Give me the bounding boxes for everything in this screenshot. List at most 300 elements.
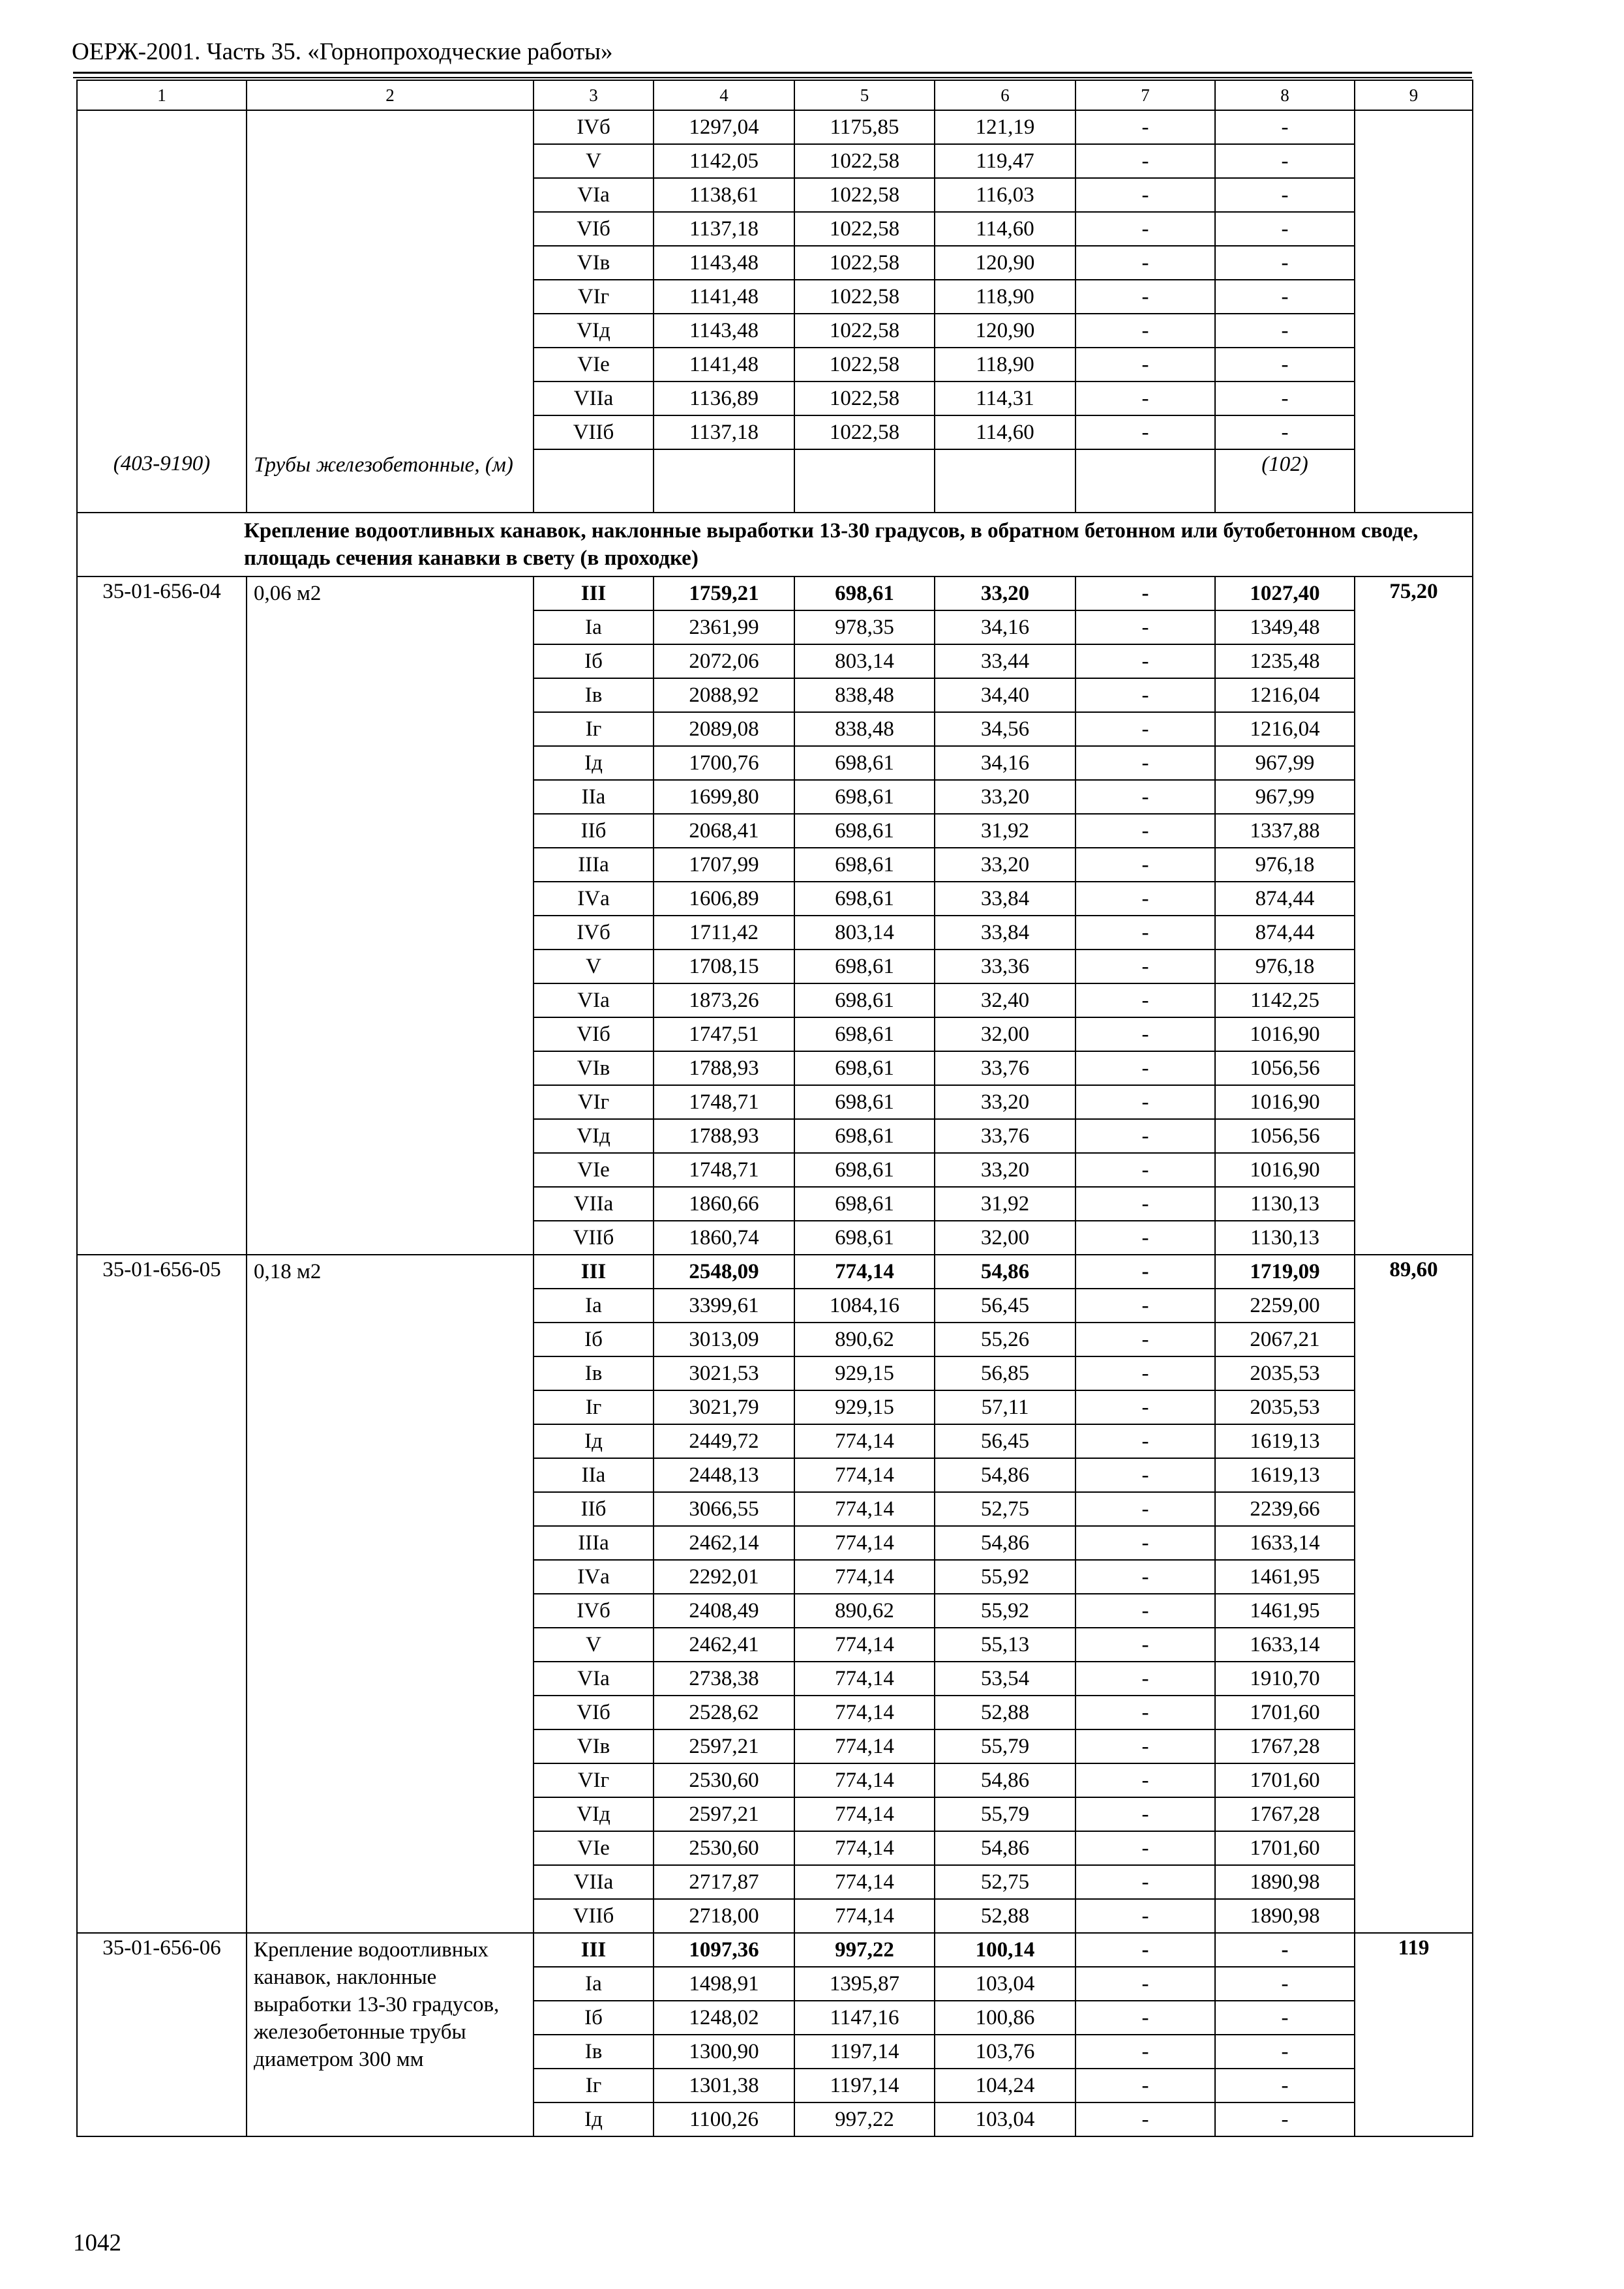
column-number: 7 bbox=[1075, 80, 1215, 110]
value-cell: 774,14 bbox=[794, 1560, 935, 1594]
value-cell: 890,62 bbox=[794, 1323, 935, 1356]
value-cell: 119,47 bbox=[935, 144, 1075, 178]
zone-cell: VIв bbox=[534, 1729, 654, 1763]
zone-cell: Iг bbox=[534, 712, 654, 746]
value-cell: 55,26 bbox=[935, 1323, 1075, 1356]
name-cell-empty bbox=[247, 110, 534, 449]
value-cell: 2462,14 bbox=[654, 1526, 794, 1560]
value-cell: 55,92 bbox=[935, 1594, 1075, 1628]
empty-cell bbox=[654, 449, 794, 513]
value-cell: 698,61 bbox=[794, 780, 935, 814]
value-cell: 103,76 bbox=[935, 2035, 1075, 2069]
value-cell: - bbox=[1075, 644, 1215, 678]
value-cell: - bbox=[1215, 2102, 1355, 2136]
value-cell: - bbox=[1215, 212, 1355, 246]
value-cell: 1301,38 bbox=[654, 2069, 794, 2102]
value-cell: - bbox=[1075, 1085, 1215, 1119]
value-cell: - bbox=[1215, 2069, 1355, 2102]
value-cell: 774,14 bbox=[794, 1831, 935, 1865]
zone-cell: Iг bbox=[534, 2069, 654, 2102]
value-cell: 1141,48 bbox=[654, 280, 794, 314]
value-cell: - bbox=[1075, 1967, 1215, 2001]
value-cell: 1788,93 bbox=[654, 1119, 794, 1153]
zone-cell: Iв bbox=[534, 2035, 654, 2069]
value-cell: - bbox=[1075, 110, 1215, 144]
value-cell: 698,61 bbox=[794, 1221, 935, 1255]
value-cell: 874,44 bbox=[1215, 916, 1355, 950]
value-cell: 1197,14 bbox=[794, 2035, 935, 2069]
value-cell: 1300,90 bbox=[654, 2035, 794, 2069]
zone-cell: III bbox=[534, 1933, 654, 1967]
value-cell: 1130,13 bbox=[1215, 1187, 1355, 1221]
value-cell: 1016,90 bbox=[1215, 1153, 1355, 1187]
zone-cell: VIб bbox=[534, 1696, 654, 1729]
value-cell: 34,56 bbox=[935, 712, 1075, 746]
value-cell: - bbox=[1075, 1526, 1215, 1560]
value-cell: 1216,04 bbox=[1215, 712, 1355, 746]
value-cell: 1175,85 bbox=[794, 110, 935, 144]
value-cell: - bbox=[1075, 746, 1215, 780]
value-cell: 2088,92 bbox=[654, 678, 794, 712]
value-cell: - bbox=[1215, 2035, 1355, 2069]
value-cell: - bbox=[1075, 678, 1215, 712]
rate-name: 0,18 м2 bbox=[247, 1255, 534, 1933]
resource-qty: (102) bbox=[1215, 449, 1355, 513]
zone-cell: Iд bbox=[534, 746, 654, 780]
value-cell: 1027,40 bbox=[1215, 576, 1355, 610]
value-cell: 774,14 bbox=[794, 1797, 935, 1831]
value-cell: - bbox=[1075, 415, 1215, 449]
zone-cell: VIIб bbox=[534, 1899, 654, 1933]
zone-cell: VIIа bbox=[534, 382, 654, 415]
value-cell: 1708,15 bbox=[654, 950, 794, 983]
zone-cell: IIб bbox=[534, 1492, 654, 1526]
value-cell: 1498,91 bbox=[654, 1967, 794, 2001]
value-cell: 1016,90 bbox=[1215, 1085, 1355, 1119]
zone-cell: Iв bbox=[534, 678, 654, 712]
value-cell: 1711,42 bbox=[654, 916, 794, 950]
zone-cell: IIб bbox=[534, 814, 654, 848]
col9-cell-empty bbox=[1355, 110, 1473, 513]
table-row bbox=[77, 110, 1473, 144]
zone-cell: VIг bbox=[534, 280, 654, 314]
value-cell: 698,61 bbox=[794, 1051, 935, 1085]
value-cell: - bbox=[1075, 576, 1215, 610]
value-cell: - bbox=[1215, 110, 1355, 144]
value-cell: 1056,56 bbox=[1215, 1051, 1355, 1085]
value-cell: 2408,49 bbox=[654, 1594, 794, 1628]
value-cell: 33,36 bbox=[935, 950, 1075, 983]
col9-value: 89,60 bbox=[1355, 1255, 1473, 1933]
value-cell: 54,86 bbox=[935, 1526, 1075, 1560]
value-cell: - bbox=[1075, 1696, 1215, 1729]
value-cell: 997,22 bbox=[794, 2102, 935, 2136]
value-cell: 103,04 bbox=[935, 2102, 1075, 2136]
value-cell: 967,99 bbox=[1215, 746, 1355, 780]
value-cell: 118,90 bbox=[935, 348, 1075, 382]
zone-cell: Iб bbox=[534, 1323, 654, 1356]
value-cell: 929,15 bbox=[794, 1356, 935, 1390]
value-cell: 1747,51 bbox=[654, 1017, 794, 1051]
section-title: Крепление водоотливных канавок, наклонные выработки 13-30 градусов, в обратном бетонном или бутобетонном своде, площадь сечения канавки в свету (в проходке) bbox=[77, 513, 1473, 576]
value-cell: 54,86 bbox=[935, 1458, 1075, 1492]
zone-cell: VIIа bbox=[534, 1187, 654, 1221]
value-cell: - bbox=[1075, 1492, 1215, 1526]
value-cell: 33,76 bbox=[935, 1119, 1075, 1153]
zone-cell: VIа bbox=[534, 178, 654, 212]
value-cell: 1619,13 bbox=[1215, 1424, 1355, 1458]
rate-code: 35-01-656-04 bbox=[77, 576, 247, 1255]
zone-cell: VIб bbox=[534, 1017, 654, 1051]
value-cell: 114,60 bbox=[935, 212, 1075, 246]
value-cell: - bbox=[1075, 144, 1215, 178]
value-cell: 1395,87 bbox=[794, 1967, 935, 2001]
value-cell: 1022,58 bbox=[794, 280, 935, 314]
value-cell: - bbox=[1215, 1967, 1355, 2001]
zone-cell: Iб bbox=[534, 644, 654, 678]
value-cell: - bbox=[1075, 1933, 1215, 1967]
value-cell: 1606,89 bbox=[654, 882, 794, 916]
column-number: 6 bbox=[935, 80, 1075, 110]
value-cell: 33,20 bbox=[935, 576, 1075, 610]
value-cell: 1748,71 bbox=[654, 1153, 794, 1187]
value-cell: - bbox=[1215, 2001, 1355, 2035]
value-cell: 1349,48 bbox=[1215, 610, 1355, 644]
value-cell: 56,45 bbox=[935, 1289, 1075, 1323]
value-cell: 1297,04 bbox=[654, 110, 794, 144]
value-cell: 698,61 bbox=[794, 1017, 935, 1051]
zone-cell: Iа bbox=[534, 1967, 654, 2001]
zone-cell: VIд bbox=[534, 1797, 654, 1831]
value-cell: 1136,89 bbox=[654, 382, 794, 415]
value-cell: 33,20 bbox=[935, 780, 1075, 814]
value-cell: - bbox=[1075, 814, 1215, 848]
rate-code: 35-01-656-05 bbox=[77, 1255, 247, 1933]
value-cell: 774,14 bbox=[794, 1526, 935, 1560]
value-cell: - bbox=[1075, 1289, 1215, 1323]
value-cell: - bbox=[1075, 2069, 1215, 2102]
table-body bbox=[77, 80, 1473, 2136]
value-cell: 1143,48 bbox=[654, 314, 794, 348]
zone-cell: VIв bbox=[534, 1051, 654, 1085]
value-cell: 1022,58 bbox=[794, 144, 935, 178]
value-cell: 2717,87 bbox=[654, 1865, 794, 1899]
column-number: 2 bbox=[247, 80, 534, 110]
zone-cell: IVб bbox=[534, 110, 654, 144]
zone-cell: VIе bbox=[534, 348, 654, 382]
value-cell: 1748,71 bbox=[654, 1085, 794, 1119]
price-table bbox=[76, 80, 1473, 2137]
value-cell: - bbox=[1075, 314, 1215, 348]
value-cell: 55,13 bbox=[935, 1628, 1075, 1662]
value-cell: 976,18 bbox=[1215, 848, 1355, 882]
value-cell: 774,14 bbox=[794, 1729, 935, 1763]
value-cell: - bbox=[1075, 1255, 1215, 1289]
value-cell: 2072,06 bbox=[654, 644, 794, 678]
value-cell: 114,31 bbox=[935, 382, 1075, 415]
value-cell: - bbox=[1075, 1594, 1215, 1628]
value-cell: 698,61 bbox=[794, 983, 935, 1017]
value-cell: 114,60 bbox=[935, 415, 1075, 449]
value-cell: 1701,60 bbox=[1215, 1831, 1355, 1865]
header-rule-thin bbox=[73, 77, 1472, 78]
value-cell: 34,16 bbox=[935, 610, 1075, 644]
col9-value: 75,20 bbox=[1355, 576, 1473, 1255]
code-cell-empty bbox=[77, 110, 247, 449]
empty-cell bbox=[534, 449, 654, 513]
column-number: 3 bbox=[534, 80, 654, 110]
value-cell: 698,61 bbox=[794, 848, 935, 882]
value-cell: 1700,76 bbox=[654, 746, 794, 780]
value-cell: 34,40 bbox=[935, 678, 1075, 712]
value-cell: 100,14 bbox=[935, 1933, 1075, 1967]
resource-name: Трубы железобетонные, (м) bbox=[247, 449, 534, 513]
value-cell: - bbox=[1075, 1763, 1215, 1797]
value-cell: 967,99 bbox=[1215, 780, 1355, 814]
value-cell: - bbox=[1075, 848, 1215, 882]
value-cell: 56,85 bbox=[935, 1356, 1075, 1390]
empty-cell bbox=[1075, 449, 1215, 513]
zone-cell: VIIб bbox=[534, 415, 654, 449]
value-cell: 1022,58 bbox=[794, 348, 935, 382]
value-cell: 1873,26 bbox=[654, 983, 794, 1017]
value-cell: 2449,72 bbox=[654, 1424, 794, 1458]
zone-cell: V bbox=[534, 1628, 654, 1662]
value-cell: 774,14 bbox=[794, 1424, 935, 1458]
value-cell: - bbox=[1075, 1458, 1215, 1492]
value-cell: 2548,09 bbox=[654, 1255, 794, 1289]
value-cell: 1142,05 bbox=[654, 144, 794, 178]
value-cell: 1788,93 bbox=[654, 1051, 794, 1085]
value-cell: 698,61 bbox=[794, 1085, 935, 1119]
value-cell: 997,22 bbox=[794, 1933, 935, 1967]
value-cell: - bbox=[1075, 1221, 1215, 1255]
value-cell: 1910,70 bbox=[1215, 1662, 1355, 1696]
zone-cell: III bbox=[534, 1255, 654, 1289]
value-cell: 978,35 bbox=[794, 610, 935, 644]
value-cell: 104,24 bbox=[935, 2069, 1075, 2102]
value-cell: 33,20 bbox=[935, 1153, 1075, 1187]
value-cell: 1767,28 bbox=[1215, 1797, 1355, 1831]
value-cell: 2068,41 bbox=[654, 814, 794, 848]
value-cell: - bbox=[1075, 1662, 1215, 1696]
table-row bbox=[77, 576, 1473, 610]
value-cell: 116,03 bbox=[935, 178, 1075, 212]
value-cell: 57,11 bbox=[935, 1390, 1075, 1424]
value-cell: 774,14 bbox=[794, 1763, 935, 1797]
value-cell: 1719,09 bbox=[1215, 1255, 1355, 1289]
value-cell: 55,79 bbox=[935, 1797, 1075, 1831]
value-cell: - bbox=[1215, 144, 1355, 178]
value-cell: - bbox=[1075, 983, 1215, 1017]
value-cell: 1767,28 bbox=[1215, 1729, 1355, 1763]
value-cell: 698,61 bbox=[794, 1187, 935, 1221]
value-cell: 1022,58 bbox=[794, 178, 935, 212]
value-cell: - bbox=[1075, 1729, 1215, 1763]
value-cell: - bbox=[1075, 2102, 1215, 2136]
value-cell: - bbox=[1075, 1865, 1215, 1899]
value-cell: - bbox=[1075, 212, 1215, 246]
value-cell: 698,61 bbox=[794, 882, 935, 916]
value-cell: - bbox=[1075, 950, 1215, 983]
value-cell: 2361,99 bbox=[654, 610, 794, 644]
value-cell: - bbox=[1075, 916, 1215, 950]
value-cell: - bbox=[1075, 1356, 1215, 1390]
value-cell: 54,86 bbox=[935, 1831, 1075, 1865]
zone-cell: IIа bbox=[534, 780, 654, 814]
value-cell: 121,19 bbox=[935, 110, 1075, 144]
zone-cell: Iг bbox=[534, 1390, 654, 1424]
value-cell: 698,61 bbox=[794, 814, 935, 848]
resource-row bbox=[77, 449, 1473, 513]
value-cell: - bbox=[1075, 1560, 1215, 1594]
value-cell: - bbox=[1075, 280, 1215, 314]
zone-cell: Iа bbox=[534, 610, 654, 644]
zone-cell: VIд bbox=[534, 314, 654, 348]
zone-cell: VIг bbox=[534, 1763, 654, 1797]
value-cell: 803,14 bbox=[794, 916, 935, 950]
value-cell: 120,90 bbox=[935, 314, 1075, 348]
value-cell: 1016,90 bbox=[1215, 1017, 1355, 1051]
page-header-title: ОЕРЖ-2001. Часть 35. «Горнопроходческие работы» bbox=[72, 38, 613, 65]
value-cell: 774,14 bbox=[794, 1899, 935, 1933]
value-cell: 1143,48 bbox=[654, 246, 794, 280]
value-cell: 2462,41 bbox=[654, 1628, 794, 1662]
zone-cell: IIIа bbox=[534, 848, 654, 882]
value-cell: 33,76 bbox=[935, 1051, 1075, 1085]
value-cell: 698,61 bbox=[794, 1153, 935, 1187]
zone-cell: Iа bbox=[534, 1289, 654, 1323]
value-cell: 1759,21 bbox=[654, 576, 794, 610]
value-cell: 1022,58 bbox=[794, 415, 935, 449]
value-cell: 1633,14 bbox=[1215, 1526, 1355, 1560]
value-cell: 1084,16 bbox=[794, 1289, 935, 1323]
value-cell: 1147,16 bbox=[794, 2001, 935, 2035]
table-row bbox=[77, 1255, 1473, 1289]
col9-value: 119 bbox=[1355, 1933, 1473, 2136]
value-cell: 53,54 bbox=[935, 1662, 1075, 1696]
value-cell: 1022,58 bbox=[794, 314, 935, 348]
value-cell: 3399,61 bbox=[654, 1289, 794, 1323]
value-cell: 774,14 bbox=[794, 1662, 935, 1696]
value-cell: 1216,04 bbox=[1215, 678, 1355, 712]
value-cell: 120,90 bbox=[935, 246, 1075, 280]
value-cell: 1860,66 bbox=[654, 1187, 794, 1221]
value-cell: - bbox=[1215, 1933, 1355, 1967]
zone-cell: VIе bbox=[534, 1831, 654, 1865]
value-cell: 1022,58 bbox=[794, 382, 935, 415]
value-cell: 698,61 bbox=[794, 950, 935, 983]
value-cell: 2530,60 bbox=[654, 1763, 794, 1797]
value-cell: 698,61 bbox=[794, 1119, 935, 1153]
value-cell: - bbox=[1215, 178, 1355, 212]
value-cell: 890,62 bbox=[794, 1594, 935, 1628]
value-cell: - bbox=[1075, 348, 1215, 382]
value-cell: 929,15 bbox=[794, 1390, 935, 1424]
value-cell: 1130,13 bbox=[1215, 1221, 1355, 1255]
value-cell: 1619,13 bbox=[1215, 1458, 1355, 1492]
value-cell: 31,92 bbox=[935, 1187, 1075, 1221]
value-cell: - bbox=[1215, 415, 1355, 449]
value-cell: 1056,56 bbox=[1215, 1119, 1355, 1153]
value-cell: 1100,26 bbox=[654, 2102, 794, 2136]
value-cell: 838,48 bbox=[794, 712, 935, 746]
value-cell: - bbox=[1215, 348, 1355, 382]
empty-cell bbox=[794, 449, 935, 513]
zone-cell: IVа bbox=[534, 1560, 654, 1594]
value-cell: 1461,95 bbox=[1215, 1560, 1355, 1594]
empty-cell bbox=[935, 449, 1075, 513]
value-cell: - bbox=[1075, 1323, 1215, 1356]
value-cell: 3013,09 bbox=[654, 1323, 794, 1356]
zone-cell: Iд bbox=[534, 1424, 654, 1458]
value-cell: 1235,48 bbox=[1215, 644, 1355, 678]
value-cell: 1137,18 bbox=[654, 212, 794, 246]
value-cell: 1022,58 bbox=[794, 212, 935, 246]
value-cell: 2067,21 bbox=[1215, 1323, 1355, 1356]
value-cell: 33,20 bbox=[935, 1085, 1075, 1119]
value-cell: - bbox=[1075, 246, 1215, 280]
value-cell: - bbox=[1075, 882, 1215, 916]
value-cell: - bbox=[1075, 712, 1215, 746]
value-cell: 976,18 bbox=[1215, 950, 1355, 983]
value-cell: 2035,53 bbox=[1215, 1356, 1355, 1390]
value-cell: 55,79 bbox=[935, 1729, 1075, 1763]
value-cell: 774,14 bbox=[794, 1255, 935, 1289]
value-cell: - bbox=[1075, 1424, 1215, 1458]
value-cell: - bbox=[1075, 382, 1215, 415]
value-cell: 2035,53 bbox=[1215, 1390, 1355, 1424]
value-cell: 52,88 bbox=[935, 1899, 1075, 1933]
value-cell: 1248,02 bbox=[654, 2001, 794, 2035]
zone-cell: VIг bbox=[534, 1085, 654, 1119]
value-cell: 1707,99 bbox=[654, 848, 794, 882]
value-cell: 1860,74 bbox=[654, 1221, 794, 1255]
zone-cell: Iв bbox=[534, 1356, 654, 1390]
value-cell: - bbox=[1075, 1153, 1215, 1187]
zone-cell: VIа bbox=[534, 1662, 654, 1696]
value-cell: 1022,58 bbox=[794, 246, 935, 280]
value-cell: - bbox=[1075, 178, 1215, 212]
header-rule-thick bbox=[73, 72, 1472, 74]
value-cell: 2448,13 bbox=[654, 1458, 794, 1492]
value-cell: - bbox=[1215, 382, 1355, 415]
value-cell: 2738,38 bbox=[654, 1662, 794, 1696]
value-cell: 774,14 bbox=[794, 1458, 935, 1492]
value-cell: - bbox=[1075, 1187, 1215, 1221]
value-cell: 803,14 bbox=[794, 644, 935, 678]
value-cell: 1138,61 bbox=[654, 178, 794, 212]
zone-cell: VIб bbox=[534, 212, 654, 246]
value-cell: 774,14 bbox=[794, 1696, 935, 1729]
zone-cell: III bbox=[534, 576, 654, 610]
value-cell: 52,75 bbox=[935, 1492, 1075, 1526]
value-cell: 698,61 bbox=[794, 746, 935, 780]
value-cell: - bbox=[1075, 1119, 1215, 1153]
table-row bbox=[77, 1933, 1473, 1967]
value-cell: 3021,53 bbox=[654, 1356, 794, 1390]
zone-cell: VIа bbox=[534, 983, 654, 1017]
zone-cell: VIе bbox=[534, 1153, 654, 1187]
value-cell: 2292,01 bbox=[654, 1560, 794, 1594]
value-cell: 1890,98 bbox=[1215, 1899, 1355, 1933]
value-cell: 118,90 bbox=[935, 280, 1075, 314]
value-cell: 774,14 bbox=[794, 1492, 935, 1526]
value-cell: 33,84 bbox=[935, 882, 1075, 916]
value-cell: - bbox=[1075, 2035, 1215, 2069]
value-cell: 2718,00 bbox=[654, 1899, 794, 1933]
value-cell: - bbox=[1215, 280, 1355, 314]
